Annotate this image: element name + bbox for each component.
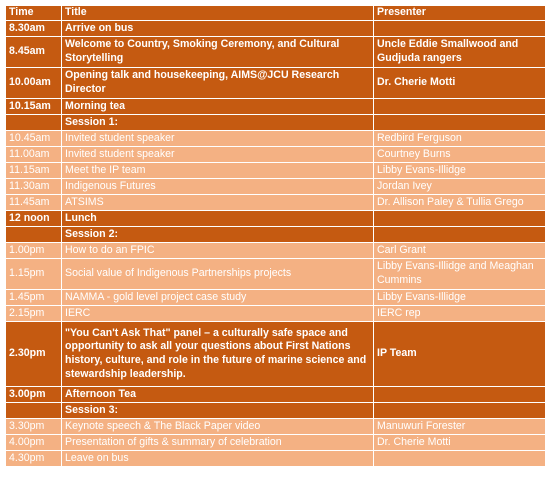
- cell-title: How to do an FPIC: [62, 243, 374, 259]
- table-row: [6, 195, 546, 211]
- cell-title: Presentation of gifts & summary of celebration: [62, 435, 374, 451]
- cell-time: 12 noon: [6, 211, 62, 227]
- cell-presenter: Dr. Cherie Motti: [374, 68, 546, 99]
- table-row: [6, 451, 546, 467]
- cell-time: 3.30pm: [6, 419, 62, 435]
- cell-time: [6, 227, 62, 243]
- cell-presenter: IERC rep: [374, 306, 546, 322]
- table-row: [6, 243, 546, 259]
- cell-time: 10.45am: [6, 131, 62, 147]
- table-row: [6, 419, 546, 435]
- table-row: [6, 435, 546, 451]
- cell-time: 11.00am: [6, 147, 62, 163]
- cell-title: Session 2:: [62, 227, 374, 243]
- table-row: [6, 68, 546, 99]
- cell-presenter: [374, 115, 546, 131]
- cell-presenter: Libby Evans-Illidge: [374, 290, 546, 306]
- cell-time: 1.00pm: [6, 243, 62, 259]
- cell-title: Welcome to Country, Smoking Ceremony, and Cultural Storytelling: [62, 37, 374, 68]
- cell-time: 4.00pm: [6, 435, 62, 451]
- table-row: [6, 99, 546, 115]
- header-title: Title: [62, 6, 374, 21]
- cell-title: Indigenous Futures: [62, 179, 374, 195]
- cell-title: Keynote speech & The Black Paper video: [62, 419, 374, 435]
- cell-title: Social value of Indigenous Partnerships projects: [62, 259, 374, 290]
- cell-time: 2.30pm: [6, 322, 62, 387]
- cell-presenter: Uncle Eddie Smallwood and Gudjuda rangers: [374, 37, 546, 68]
- cell-title: Invited student speaker: [62, 147, 374, 163]
- cell-title: ATSIMS: [62, 195, 374, 211]
- cell-title: Invited student speaker: [62, 131, 374, 147]
- cell-title: NAMMA - gold level project case study: [62, 290, 374, 306]
- cell-title: Arrive on bus: [62, 21, 374, 37]
- schedule-body: [6, 21, 546, 467]
- cell-presenter: Jordan Ivey: [374, 179, 546, 195]
- cell-time: 3.00pm: [6, 387, 62, 403]
- cell-presenter: [374, 403, 546, 419]
- table-row: [6, 163, 546, 179]
- cell-time: 1.15pm: [6, 259, 62, 290]
- cell-title: Session 3:: [62, 403, 374, 419]
- table-row: [6, 259, 546, 290]
- cell-title: Opening talk and housekeeping, AIMS@JCU Research Director: [62, 68, 374, 99]
- cell-time: 8.30am: [6, 21, 62, 37]
- cell-presenter: Carl Grant: [374, 243, 546, 259]
- cell-title: Session 1:: [62, 115, 374, 131]
- cell-presenter: Dr. Cherie Motti: [374, 435, 546, 451]
- cell-presenter: IP Team: [374, 322, 546, 387]
- table-row: [6, 211, 546, 227]
- cell-presenter: [374, 99, 546, 115]
- cell-presenter: Libby Evans-Illidge and Meaghan Cummins: [374, 259, 546, 290]
- cell-time: 10.00am: [6, 68, 62, 99]
- table-row: [6, 115, 546, 131]
- cell-time: [6, 403, 62, 419]
- cell-presenter: [374, 21, 546, 37]
- cell-time: 4.30pm: [6, 451, 62, 467]
- header-presenter: Presenter: [374, 6, 546, 21]
- table-row: [6, 179, 546, 195]
- cell-presenter: Courtney Burns: [374, 147, 546, 163]
- table-row: [6, 37, 546, 68]
- table-row: [6, 131, 546, 147]
- cell-presenter: [374, 211, 546, 227]
- cell-presenter: Manuwuri Forester: [374, 419, 546, 435]
- table-row: [6, 387, 546, 403]
- cell-title: Morning tea: [62, 99, 374, 115]
- table-row: [6, 322, 546, 387]
- cell-time: 1.45pm: [6, 290, 62, 306]
- cell-time: [6, 115, 62, 131]
- cell-time: 8.45am: [6, 37, 62, 68]
- cell-time: 2.15pm: [6, 306, 62, 322]
- cell-presenter: [374, 227, 546, 243]
- table-row: [6, 306, 546, 322]
- table-row: [6, 290, 546, 306]
- cell-title: "You Can't Ask That" panel – a culturally safe space and opportunity to ask all your questions about First Nations history, culture, and role in the future of marine science and stewardship leadership.: [62, 322, 374, 387]
- cell-time: 11.45am: [6, 195, 62, 211]
- cell-title: Leave on bus: [62, 451, 374, 467]
- table-row: [6, 21, 546, 37]
- cell-presenter: [374, 387, 546, 403]
- header-time: Time: [6, 6, 62, 21]
- cell-presenter: Dr. Allison Paley & Tullia Grego: [374, 195, 546, 211]
- table-row: [6, 147, 546, 163]
- cell-title: IERC: [62, 306, 374, 322]
- table-row: [6, 403, 546, 419]
- cell-time: 10.15am: [6, 99, 62, 115]
- cell-title: Afternoon Tea: [62, 387, 374, 403]
- cell-time: 11.15am: [6, 163, 62, 179]
- cell-presenter: [374, 451, 546, 467]
- cell-time: 11.30am: [6, 179, 62, 195]
- header-row: [6, 6, 546, 21]
- table-row: [6, 227, 546, 243]
- cell-title: Lunch: [62, 211, 374, 227]
- schedule-table: [5, 5, 546, 467]
- cell-presenter: Redbird Ferguson: [374, 131, 546, 147]
- cell-title: Meet the IP team: [62, 163, 374, 179]
- cell-presenter: Libby Evans-Illidge: [374, 163, 546, 179]
